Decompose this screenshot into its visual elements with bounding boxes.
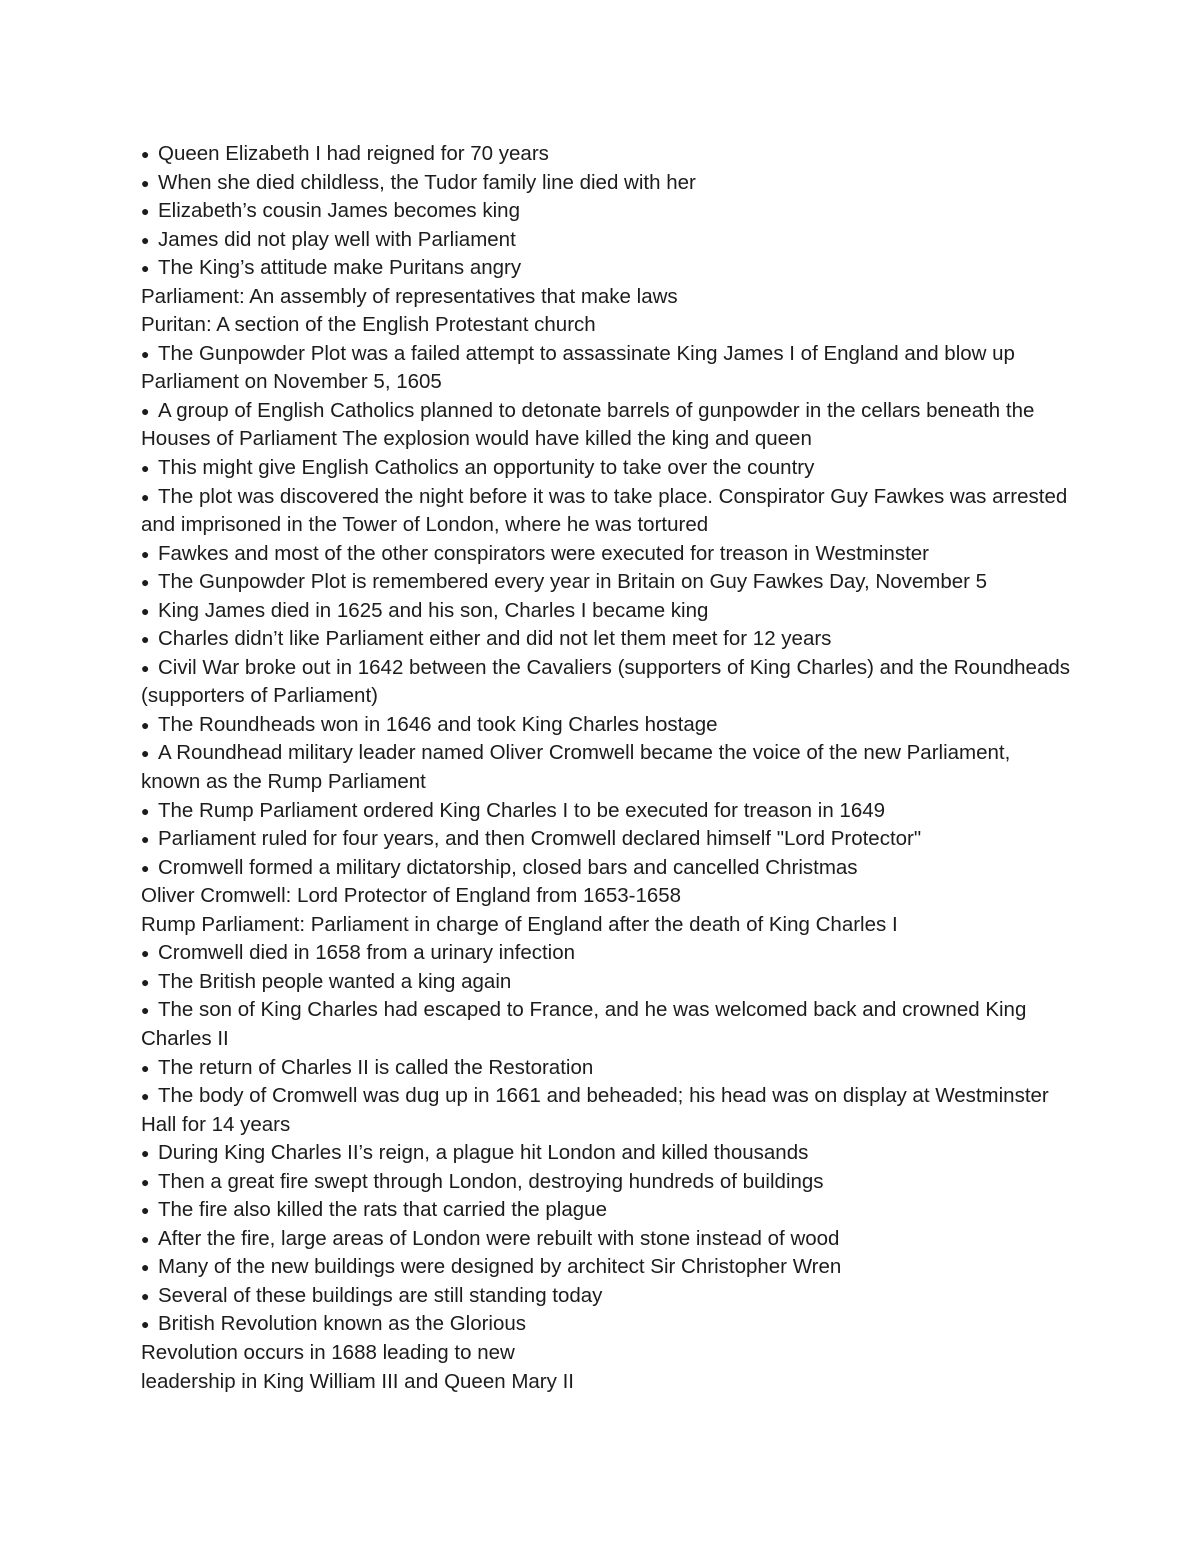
line-text: Then a great fire swept through London, destroying hundreds of buildings: [158, 1169, 824, 1193]
line-text: The return of Charles II is called the Restoration: [158, 1055, 594, 1079]
text-line: [141, 1339, 1071, 1368]
bullet-item: [141, 996, 1071, 1053]
line-text: James did not play well with Parliament: [158, 227, 516, 251]
bullet-item: [141, 1139, 1071, 1168]
bullet-icon: ●: [141, 1259, 150, 1276]
bullet-item: [141, 1310, 1071, 1339]
line-text: Puritan: A section of the English Protestant church: [141, 313, 596, 337]
bullet-item: [141, 483, 1071, 540]
bullet-icon: ●: [141, 1002, 150, 1019]
bullet-item: [141, 140, 1071, 169]
bullet-icon: ●: [141, 260, 150, 277]
line-text: Several of these buildings are still standing today: [158, 1283, 603, 1307]
bullet-item: [141, 654, 1071, 711]
line-text: Cromwell died in 1658 from a urinary infection: [158, 941, 576, 965]
bullet-icon: ●: [141, 716, 150, 733]
bullet-icon: ●: [141, 1173, 150, 1190]
line-text: The fire also killed the rats that carried the plague: [158, 1198, 607, 1222]
line-text: Oliver Cromwell: Lord Protector of England from 1653-1658: [141, 884, 682, 908]
line-text: A Roundhead military leader named Oliver Cromwell became the voice of the new Parliament, known as the Rump Parliament: [141, 741, 1011, 794]
bullet-icon: ●: [141, 1202, 150, 1219]
bullet-item: [141, 254, 1071, 283]
line-text: The son of King Charles had escaped to France, and he was welcomed back and crowned King Charles II: [141, 998, 1027, 1050]
bullet-item: [141, 1082, 1071, 1139]
line-text: During King Charles II’s reign, a plague hit London and killed thousands: [158, 1141, 809, 1165]
document-body: [141, 140, 1071, 1396]
line-text: The Roundheads won in 1646 and took King Charles hostage: [158, 712, 718, 736]
bullet-item: [141, 825, 1071, 854]
bullet-icon: ●: [141, 745, 150, 762]
bullet-icon: ●: [141, 1088, 150, 1105]
text-line: [141, 1368, 1071, 1397]
line-text: Parliament ruled for four years, and then Cromwell declared himself "Lord Protector": [158, 827, 922, 851]
bullet-item: [141, 1168, 1071, 1197]
line-text: Civil War broke out in 1642 between the Cavaliers (supporters of King Charles) and the Roundheads (supporters of Parliament): [141, 655, 1070, 708]
bullet-item: [141, 1054, 1071, 1083]
line-text: Rump Parliament: Parliament in charge of England after the death of King Charles I: [141, 912, 898, 936]
line-text: The King’s attitude make Puritans angry: [158, 256, 522, 280]
line-text: This might give English Catholics an opportunity to take over the country: [158, 456, 815, 480]
bullet-icon: ●: [141, 146, 150, 162]
bullet-item: [141, 625, 1071, 654]
bullet-item: [141, 397, 1071, 454]
line-text: The Gunpowder Plot is remembered every year in Britain on Guy Fawkes Day, November 5: [158, 570, 988, 594]
bullet-icon: ●: [141, 1287, 150, 1304]
text-line: [141, 283, 1071, 312]
bullet-item: [141, 540, 1071, 569]
line-text: The plot was discovered the night before it was to take place. Conspirator Guy Fawkes was arrested and imprisoned in the Tower of London, where he was tortured: [141, 484, 1068, 537]
line-text: The Gunpowder Plot was a failed attempt to assassinate King James I of England and blow up Parliament on November 5, 1605: [141, 341, 1015, 394]
line-text: Revolution occurs in 1688 leading to new: [141, 1340, 515, 1364]
bullet-icon: ●: [141, 488, 150, 505]
line-text: Queen Elizabeth I had reigned for 70 years: [158, 142, 549, 165]
bullet-icon: ●: [141, 659, 150, 676]
bullet-item: [141, 197, 1071, 226]
bullet-item: [141, 597, 1071, 626]
bullet-icon: ●: [141, 460, 150, 477]
bullet-icon: ●: [141, 631, 150, 648]
bullet-icon: ●: [141, 174, 150, 191]
line-text: British Revolution known as the Glorious: [158, 1312, 527, 1336]
bullet-icon: ●: [141, 1059, 150, 1076]
bullet-item: [141, 711, 1071, 740]
line-text: The Rump Parliament ordered King Charles I to be executed for treason in 1649: [158, 798, 886, 822]
bullet-icon: ●: [141, 203, 150, 220]
bullet-item: [141, 968, 1071, 997]
text-line: [141, 911, 1071, 940]
bullet-item: [141, 340, 1071, 397]
bullet-icon: ●: [141, 231, 150, 248]
line-text: After the fire, large areas of London were rebuilt with stone instead of wood: [158, 1226, 840, 1250]
line-text: leadership in King William III and Queen Mary II: [141, 1369, 574, 1393]
line-text: Parliament: An assembly of representatives that make laws: [141, 284, 678, 308]
bullet-icon: ●: [141, 345, 150, 362]
bullet-item: [141, 226, 1071, 255]
bullet-icon: ●: [141, 545, 150, 562]
text-line: [141, 882, 1071, 911]
bullet-item: [141, 939, 1071, 968]
text-line: [141, 311, 1071, 340]
line-text: When she died childless, the Tudor family line died with her: [158, 170, 696, 194]
bullet-icon: ●: [141, 859, 150, 876]
line-text: A group of English Catholics planned to detonate barrels of gunpowder in the cellars beneath the Houses of Parliament The explosion would have killed the king and queen: [141, 398, 1035, 451]
line-text: The British people wanted a king again: [158, 969, 512, 993]
bullet-icon: ●: [141, 602, 150, 619]
bullet-item: [141, 568, 1071, 597]
bullet-item: [141, 854, 1071, 883]
bullet-icon: ●: [141, 402, 150, 419]
bullet-item: [141, 1196, 1071, 1225]
bullet-item: [141, 169, 1071, 198]
bullet-item: [141, 797, 1071, 826]
line-text: Many of the new buildings were designed by architect Sir Christopher Wren: [158, 1255, 842, 1279]
bullet-item: [141, 454, 1071, 483]
line-text: King James died in 1625 and his son, Charles I became king: [158, 598, 709, 622]
line-text: Charles didn’t like Parliament either and did not let them meet for 12 years: [158, 627, 832, 651]
bullet-icon: ●: [141, 831, 150, 848]
bullet-item: [141, 739, 1071, 796]
bullet-item: [141, 1282, 1071, 1311]
bullet-icon: ●: [141, 1145, 150, 1162]
bullet-icon: ●: [141, 1230, 150, 1247]
bullet-icon: ●: [141, 1316, 150, 1333]
line-text: The body of Cromwell was dug up in 1661 and beheaded; his head was on display at Westminster Hall for 14 years: [141, 1084, 1049, 1136]
bullet-icon: ●: [141, 574, 150, 591]
bullet-item: [141, 1225, 1071, 1254]
bullet-icon: ●: [141, 945, 150, 962]
line-text: Elizabeth’s cousin James becomes king: [158, 199, 520, 223]
line-text: Cromwell formed a military dictatorship, closed bars and cancelled Christmas: [158, 855, 858, 879]
bullet-item: [141, 1253, 1071, 1282]
line-text: Fawkes and most of the other conspirators were executed for treason in Westminster: [158, 541, 930, 565]
bullet-icon: ●: [141, 802, 150, 819]
bullet-icon: ●: [141, 973, 150, 990]
